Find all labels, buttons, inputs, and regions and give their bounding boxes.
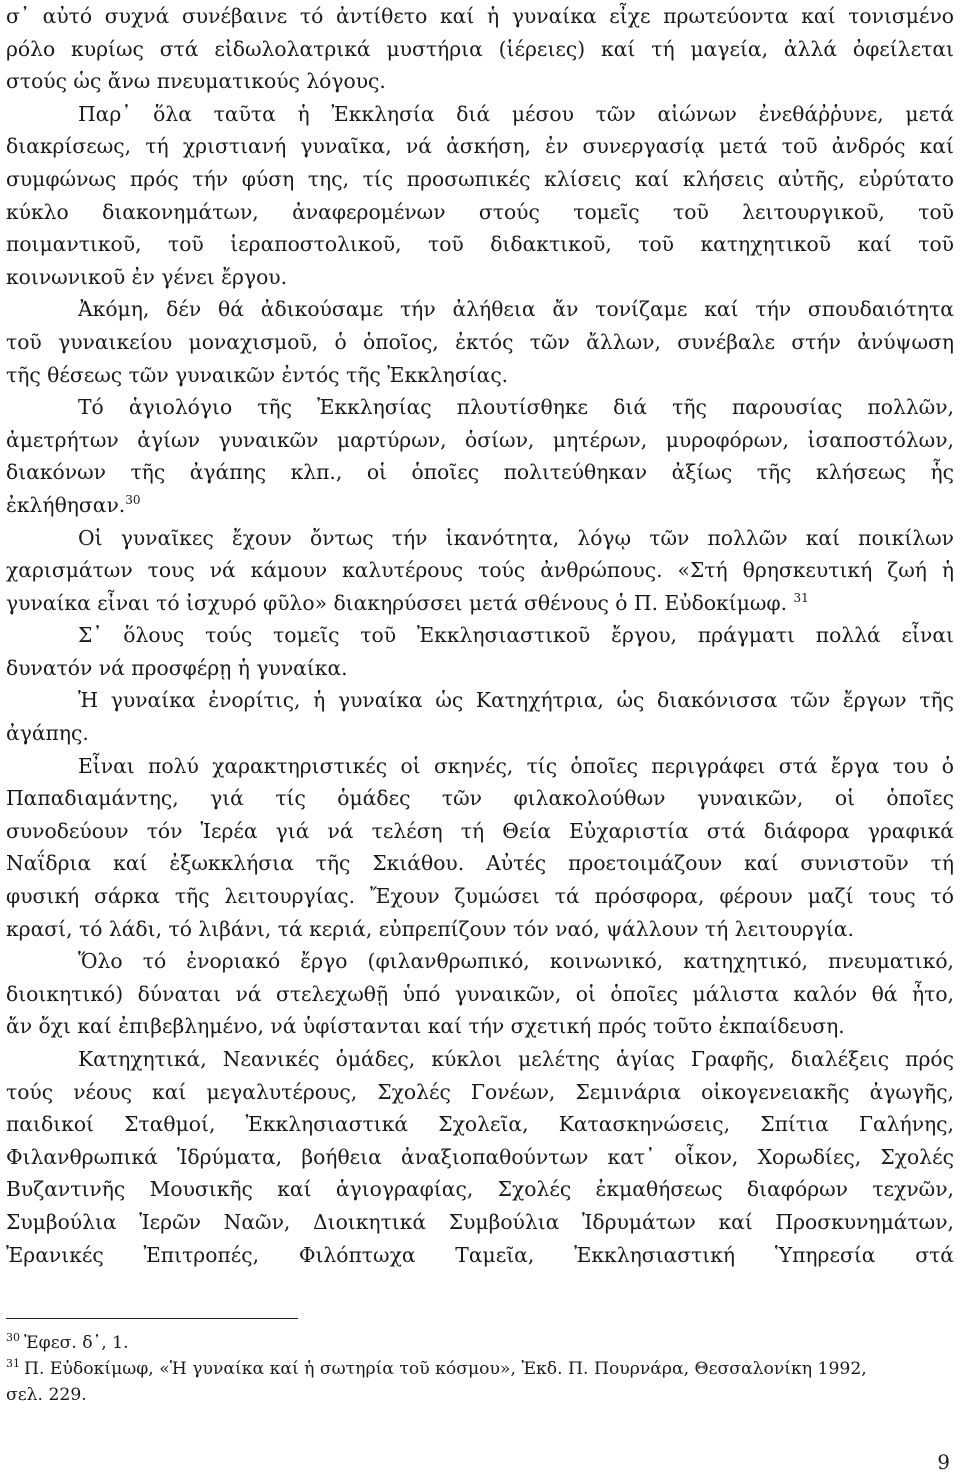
text-line: Ὅλο τό ἐνοριακό ἔργο (φιλανθρωπικό, κοινωνικό, κατηχητικό, πνευματικό, xyxy=(78,949,954,974)
text-line: κύκλο διακονημάτων, ἀναφερομένων στούς τομεῖς τοῦ λειτουργικοῦ, τοῦ xyxy=(6,199,954,224)
text-line: Ἡ γυναίκα ἐνορίτις, ἡ γυναίκα ὡς Κατηχήτρια, ὡς διακόνισσα τῶν ἔργων τῆς xyxy=(78,688,954,713)
text-line: Παρ᾽ ὅλα ταῦτα ἡ Ἐκκλησία διά μέσου τῶν αἰώνων ἐνεθάῤῥυνε, μετά xyxy=(78,101,954,126)
footnotes xyxy=(6,1330,954,1408)
footnote-number: 31 xyxy=(6,1357,20,1370)
text-line: Βυζαντινῆς Μουσικῆς καί ἁγιογραφίας, Σχολές ἐκμαθήσεως διαφόρων τεχνῶν, xyxy=(6,1177,954,1202)
footnote xyxy=(6,1330,954,1356)
text-line-content: γυναίκα εἶναι τό ἰσχυρό φῦλο» διακηρύσσει μετά σθένους ὁ Π. Εὐδοκίμωφ. xyxy=(6,590,788,615)
text-line: Φιλανθρωπικά Ἱδρύματα, βοήθεια ἀναξιοπαθούντων κατ᾽ οἶκον, Χορωδίες, Σχολές xyxy=(6,1144,954,1169)
text-line: Ἐρανικές Ἐπιτροπές, Φιλόπτωχα Ταμεῖα, Ἐκκλησιαστική Ὑπηρεσία στά xyxy=(6,1242,954,1267)
text-line: Εἶναι πολύ χαρακτηριστικές οἱ σκηνές, τίς ὁποῖες περιγράφει στά ἔργα του ὁ xyxy=(78,753,954,778)
text-line: παιδικοί Σταθμοί, Ἐκκλησιαστικά Σχολεῖα, Κατασκηνώσεις, Σπίτια Γαλήνης, xyxy=(6,1112,954,1137)
footnote-text: Π. Εὐδοκίμωφ, «Ἡ γυναίκα καί ἡ σωτηρία τοῦ κόσμου», Ἐκδ. Π. Πουρνάρα, Θεσσαλονίκη 1992, xyxy=(24,1359,867,1379)
text-line: ἀμετρήτων ἁγίων γυναικῶν μαρτύρων, ὁσίων, μητέρων, μυροφόρων, ἰσαποστόλων, xyxy=(6,427,954,452)
text-line: κοινωνικοῦ ἐν γένει ἔργου. xyxy=(6,264,288,289)
text-line-content: ἐκλήθησαν. xyxy=(6,492,126,517)
text-line: φυσική σάρκα τῆς λειτουργίας. Ἔχουν ζυμώσει τά πρόσφορα, φέρουν μαζί τους τό xyxy=(6,884,954,909)
text-line: δυνατόν νά προσφέρῃ ἡ γυναίκα. xyxy=(6,655,348,680)
text-line: διακόνων τῆς ἀγάπης κλπ., οἱ ὁποῖες πολιτεύθηκαν ἀξίως τῆς κλήσεως ἧς xyxy=(6,460,954,485)
text-line: τῆς θέσεως τῶν γυναικῶν ἐντός τῆς Ἐκκλησίας. xyxy=(6,362,509,387)
text-line: ρόλο κυρίως στά εἰδωλολατρικά μυστήρια (ἱέρειες) καί τή μαγεία, ἀλλά ὀφείλεται xyxy=(6,36,954,61)
text-line: Σ᾽ ὅλους τούς τομεῖς τοῦ Ἐκκλησιαστικοῦ ἔργου, πράγματι πολλά εἶναι xyxy=(78,623,954,648)
text-line xyxy=(6,489,954,522)
paragraph xyxy=(6,293,954,391)
text-line: Ναΐδρια καί ἐξωκκλήσια τῆς Σκιάθου. Αὐτές προετοιμάζουν καί συνιστοῦν τή xyxy=(6,851,954,876)
footnote-text: Ἐφεσ. δ᾽, 1. xyxy=(24,1333,129,1353)
footnote-reference: 31 xyxy=(793,590,809,605)
text-line: κρασί, τό λάδι, τό λιβάνι, τά κεριά, εὐπρεπίζουν τόν ναό, ψάλλουν τή λειτουργία. xyxy=(6,916,854,941)
paragraph xyxy=(6,619,954,684)
text-line: ποιμαντικοῦ, τοῦ ἱεραποστολικοῦ, τοῦ διδακτικοῦ, τοῦ κατηχητικοῦ καί τοῦ xyxy=(6,232,954,257)
text-line: διακρίσεως, τή χριστιανή γυναῖκα, νά ἀσκήση, ἐν συνεργασίᾳ μετά τοῦ ἀνδρός καί xyxy=(6,134,954,159)
paragraph xyxy=(6,391,954,521)
footnote-separator xyxy=(6,1318,298,1319)
body-text xyxy=(6,0,954,1271)
text-line: τούς νέους καί μεγαλυτέρους, Σχολές Γονέων, Σεμινάρια οἰκογενειακῆς ἀγωγῆς, xyxy=(6,1079,954,1104)
paragraph xyxy=(6,1043,954,1271)
footnote xyxy=(6,1356,954,1408)
footnote-line xyxy=(6,1356,954,1382)
paragraph xyxy=(6,945,954,1043)
text-line: σ᾽ αὐτό συχνά συνέβαινε τό ἀντίθετο καί ἡ γυναίκα εἶχε πρωτεύοντα καί τονισμένο xyxy=(6,4,954,28)
text-line xyxy=(6,587,954,620)
paragraph xyxy=(6,684,954,749)
paragraph xyxy=(6,0,954,98)
text-line: συμφώνως πρός τήν φύση της, τίς προσωπικές κλίσεις καί κλήσεις αὐτῆς, εὐρύτατο xyxy=(6,166,954,191)
page-number: 9 xyxy=(937,1450,950,1474)
text-line: διοικητικό) δύναται νά στελεχωθῇ ὑπό γυναικῶν, οἱ ὁποῖες μάλιστα καλόν θά ἦτο, xyxy=(6,981,954,1006)
paragraph xyxy=(6,522,954,620)
footnote-number: 30 xyxy=(6,1331,20,1344)
text-line: Κατηχητικά, Νεανικές ὁμάδες, κύκλοι μελέτης ἁγίας Γραφῆς, διαλέξεις πρός xyxy=(78,1047,954,1071)
text-line: Παπαδιαμάντης, γιά τίς ὁμάδες τῶν φιλακολούθων γυναικῶν, οἱ ὁποῖες xyxy=(6,786,954,811)
text-line: χαρισμάτων τους νά κάμουν καλυτέρους τούς ἀνθρώπους. «Στή θρησκευτική ζωή ἡ xyxy=(6,558,954,583)
text-line: στούς ὡς ἄνω πνευματικούς λόγους. xyxy=(6,69,386,94)
footnote-reference: 30 xyxy=(125,492,141,507)
footnote-line: σελ. 229. xyxy=(6,1385,87,1405)
text-line: ἀγάπης. xyxy=(6,721,89,746)
paragraph xyxy=(6,98,954,294)
text-line: Οἱ γυναῖκες ἔχουν ὄντως τήν ἱκανότητα, λόγῳ τῶν πολλῶν καί ποικίλων xyxy=(78,525,954,550)
text-line: τοῦ γυναικείου μοναχισμοῦ, ὁ ὁποῖος, ἐκτός τῶν ἄλλων, συνέβαλε στήν ἀνύψωση xyxy=(6,329,954,354)
text-line: ἄν ὄχι καί ἐπιβεβλημένο, νά ὑφίστανται καί τήν σχετική πρός τοῦτο ἐκπαίδευση. xyxy=(6,1014,845,1039)
text-line: Συμβούλια Ἱερῶν Ναῶν, Διοικητικά Συμβούλια Ἱδρυμάτων καί Προσκυνημάτων, xyxy=(6,1209,954,1234)
text-line: Τό ἁγιολόγιο τῆς Ἐκκλησίας πλουτίσθηκε διά τῆς παρουσίας πολλῶν, xyxy=(78,395,954,420)
text-line: Ἀκόμη, δέν θά ἀδικούσαμε τήν ἀλήθεια ἄν τονίζαμε καί τήν σπουδαιότητα xyxy=(78,297,954,322)
footnote-line xyxy=(6,1330,954,1356)
text-line: συνοδεύουν τόν Ἱερέα γιά νά τελέση τή Θεία Εὐχαριστία στά διάφορα γραφικά xyxy=(6,818,954,843)
paragraph xyxy=(6,750,954,946)
